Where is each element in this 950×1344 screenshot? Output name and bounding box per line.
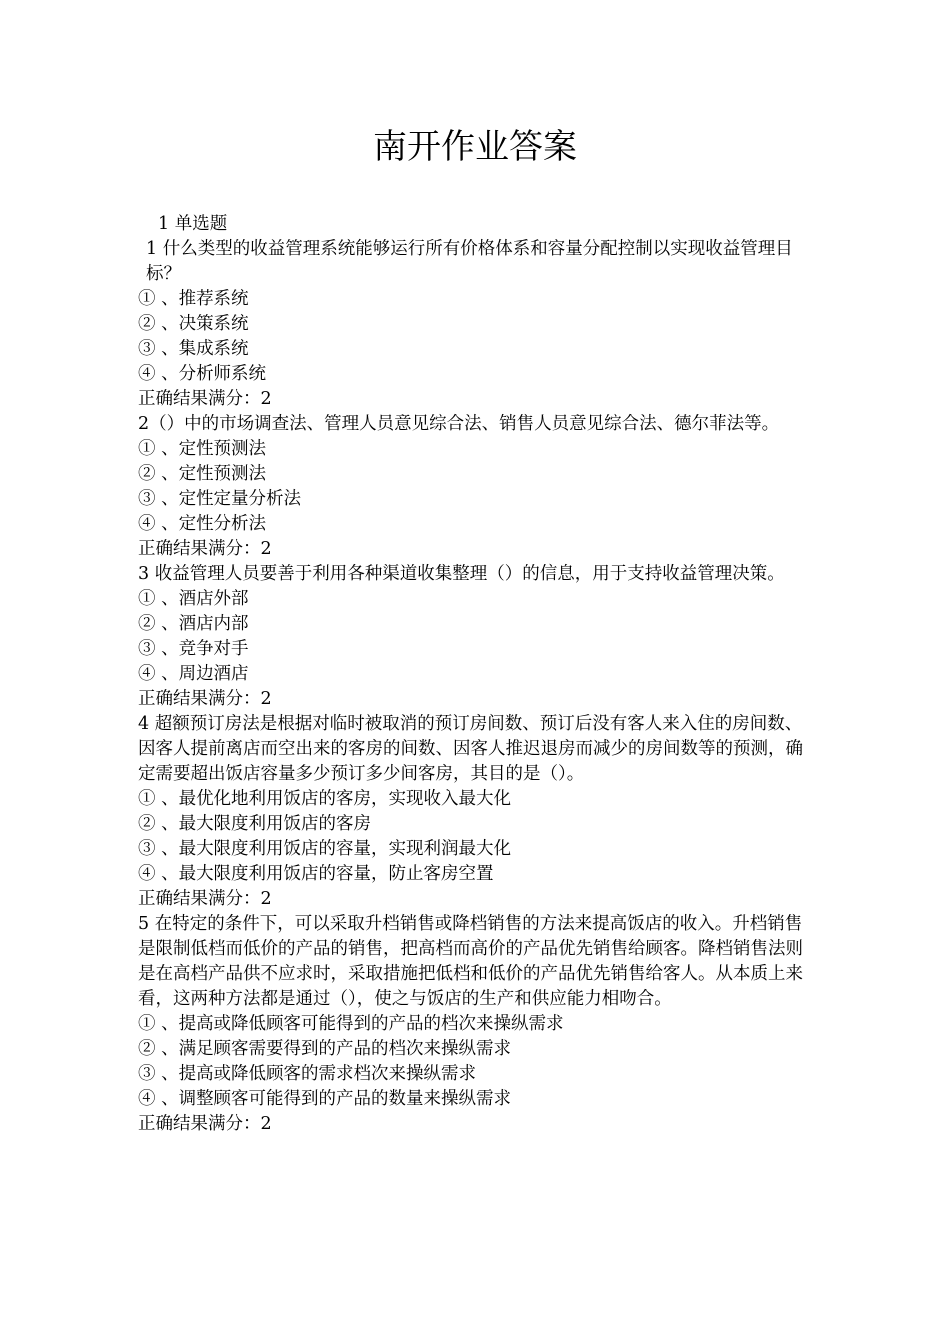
answer-option: ② 、决策系统 [138, 314, 249, 334]
answer-option: ① 、提高或降低顾客可能得到的产品的档次来操纵需求 [138, 1014, 564, 1034]
answer-option: ④ 、调整顾客可能得到的产品的数量来操纵需求 [138, 1089, 512, 1109]
answer-option: ④ 、周边酒店 [138, 664, 249, 684]
result-line: 正确结果满分：2 [138, 1114, 272, 1134]
answer-option: ③ 、最大限度利用饭店的容量，实现利润最大化 [138, 839, 512, 859]
result-line: 正确结果满分：2 [138, 389, 272, 409]
question-text: 5 在特定的条件下，可以采取升档销售或降档销售的方法来提高饭店的收入。升档销售是限制低档而低价的产品的销售，把高档而高价的产品优先销售给顾客。降档销售法则是在高档产品供不应求时，采取措施把低档和低价的产品优先销售给客人。从本质上来看，这两种方法都是通过（），使之与饭店的生产和供应能力相吻合。 [138, 914, 803, 1009]
question-block [138, 912, 818, 1137]
answer-option: ③ 、提高或降低顾客的需求档次来操纵需求 [138, 1064, 477, 1084]
question-block [138, 562, 818, 712]
question-text: 3 收益管理人员要善于利用各种渠道收集整理（）的信息，用于支持收益管理决策。 [138, 564, 785, 584]
question-block [138, 237, 818, 412]
answer-option: ① 、定性预测法 [138, 439, 267, 459]
question-text: 2（）中的市场调查法、管理人员意见综合法、销售人员意见综合法、德尔菲法等。 [138, 414, 780, 434]
section-heading: 1 单选题 [158, 214, 228, 234]
answer-option: ③ 、定性定量分析法 [138, 489, 302, 509]
result-line: 正确结果满分：2 [138, 539, 272, 559]
answer-option: ① 、最优化地利用饭店的客房，实现收入最大化 [138, 789, 512, 809]
answer-option: ④ 、最大限度利用饭店的容量，防止客房空置 [138, 864, 494, 884]
answer-option: ② 、最大限度利用饭店的客房 [138, 814, 372, 834]
result-line: 正确结果满分：2 [138, 889, 272, 909]
page-title: 南开作业答案 [373, 127, 577, 167]
answer-option: ② 、满足顾客需要得到的产品的档次来操纵需求 [138, 1039, 512, 1059]
document-body [138, 212, 818, 1137]
answer-option: ① 、推荐系统 [138, 289, 249, 309]
answer-option: ④ 、分析师系统 [138, 364, 267, 384]
question-block [138, 712, 818, 912]
answer-option: ③ 、竞争对手 [138, 639, 249, 659]
answer-option: ② 、酒店内部 [138, 614, 249, 634]
answer-option: ② 、定性预测法 [138, 464, 267, 484]
answer-option: ③ 、集成系统 [138, 339, 249, 359]
answer-option: ④ 、定性分析法 [138, 514, 267, 534]
result-line: 正确结果满分：2 [138, 689, 272, 709]
answer-option: ① 、酒店外部 [138, 589, 249, 609]
question-text: 1 什么类型的收益管理系统能够运行所有价格体系和容量分配控制以实现收益管理目标？ [146, 239, 793, 284]
question-block [138, 412, 818, 562]
question-text: 4 超额预订房法是根据对临时被取消的预订房间数、预订后没有客人来入住的房间数、因客人提前离店而空出来的客房的间数、因客人推迟退房而减少的房间数等的预测，确定需要超出饭店容量多少预订多少间客房，其目的是（）。 [138, 714, 803, 784]
